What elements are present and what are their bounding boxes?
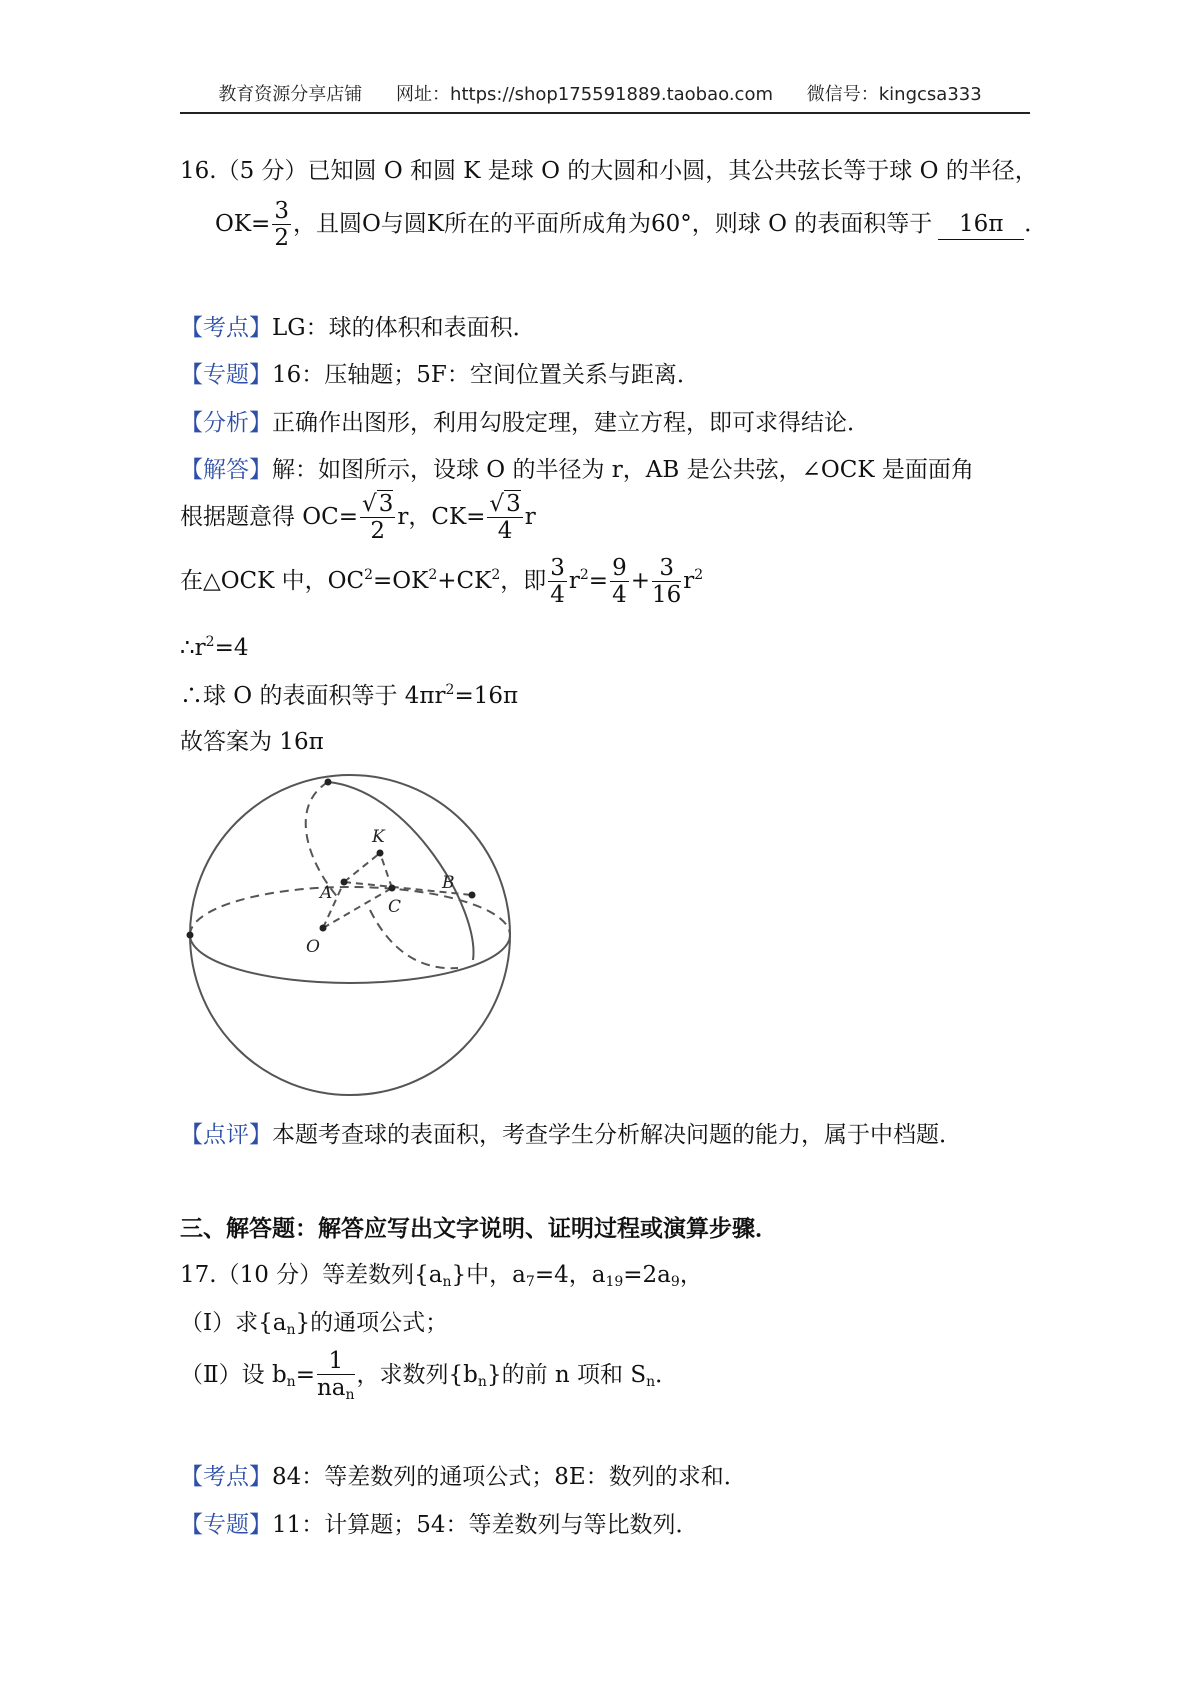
stem-end: ． [1024, 211, 1048, 237]
r-1: r [568, 568, 580, 594]
t2-a: ∴球 O 的表面积等于 4πr [180, 683, 446, 709]
q17-sub-7: 7 [525, 1274, 535, 1290]
line-ak [344, 853, 380, 882]
q17-sub-19: 19 [605, 1274, 624, 1290]
oc-prefix: 根据题意得 OC= [180, 504, 359, 530]
oc-den: 2 [370, 518, 386, 544]
point-a [341, 879, 348, 886]
q16-stem-line1: 16.（5 分）已知圆 O 和圆 K 是球 O 的大圆和小圆，其公共弦长等于球 O 的半径， [180, 158, 1038, 184]
oc-sqrt: 3 [378, 491, 394, 517]
answer-blank: 16π [938, 211, 1024, 240]
frac-3 [652, 557, 681, 607]
f1-den: 4 [550, 582, 565, 608]
q17-stem-d: =2a [623, 1262, 671, 1288]
oc-r: r [397, 504, 409, 530]
dianping-text: 本题考查球的表面积，考查学生分析解决问题的能力，属于中档题． [272, 1122, 962, 1148]
q17-zhuanti-tag: 【专题】 [180, 1512, 272, 1538]
line-oc [323, 888, 392, 928]
ok-prefix: OK= [215, 211, 271, 237]
kaodian-tag: 【考点】 [180, 315, 272, 341]
q17-part1-b: }的通项公式； [295, 1310, 449, 1336]
t2-b: =16π [454, 683, 519, 709]
q16-solution-line2 [180, 493, 536, 543]
q17-part2-sub1: n [286, 1374, 296, 1390]
q17-frac-den-text: na [316, 1375, 346, 1401]
fenxi-tag: 【分析】 [180, 410, 272, 436]
frac-1 [548, 557, 567, 607]
r-2: r [683, 568, 695, 594]
frac-2 [610, 557, 629, 607]
header-rule [180, 112, 1030, 114]
label-c: C [388, 897, 402, 917]
point-o [320, 925, 327, 932]
oc-fraction [360, 493, 395, 543]
ck-prefix: ，CK= [408, 504, 486, 530]
q16-solution-line3 [180, 557, 703, 607]
kaodian-text: LG：球的体积和表面积． [272, 315, 536, 341]
zhuanti-text: 16：压轴题；5F：空间位置关系与距离． [272, 362, 700, 388]
page-header [0, 86, 1200, 104]
line3-b: =OK [373, 568, 429, 594]
dianping-tag: 【点评】 [180, 1122, 272, 1148]
q16-zhuanti [180, 364, 700, 387]
t1-a: ∴r [180, 635, 206, 661]
q17-stem-c: =4，a [534, 1262, 606, 1288]
q17-kaodian-tag: 【考点】 [180, 1464, 272, 1490]
plus-sign: + [630, 568, 650, 594]
line3-a: 在△OCK 中，OC [180, 568, 365, 594]
q17-part1-sub: n [286, 1322, 296, 1338]
t2-sq: 2 [445, 682, 455, 698]
q16-fenxi [180, 412, 870, 435]
t1-sq: 2 [205, 634, 215, 650]
jieda-text: 解：如图所示，设球 O 的半径为 r，AB 是公共弦，∠OCK 是面面角 [272, 457, 974, 483]
sq-2: 2 [428, 567, 438, 583]
line3-d: ，即 [500, 568, 547, 594]
q17-part2-d: }的前 n 项和 S [486, 1362, 647, 1388]
label-k: K [372, 827, 385, 847]
q17-part2-a: （Ⅱ）设 b [180, 1362, 287, 1388]
q17-part2-sub3: n [646, 1374, 656, 1390]
shop-name: 教育资源分享店铺 [218, 84, 363, 105]
section3-title: 三、解答题：解答应写出文字说明、证明过程或演算步骤． [180, 1215, 778, 1242]
ck-fraction [487, 493, 522, 543]
ok-den: 2 [274, 225, 289, 251]
stem2-text: ，且圆O与圆K所在的平面所成角为60°，则球 O 的表面积等于 [292, 211, 933, 237]
q17-kaodian-text: 84：等差数列的通项公式；8E：数列的求和． [272, 1464, 747, 1490]
label-a: A [320, 883, 333, 903]
point-k [377, 850, 384, 857]
small-circle-solid [328, 782, 473, 960]
ck-r: r [524, 504, 536, 530]
sq-5: 2 [694, 567, 704, 583]
label-o: O [306, 937, 320, 957]
q17-part2 [180, 1350, 678, 1402]
f2-num: 9 [612, 555, 627, 581]
ck-sqrt: 3 [506, 491, 521, 517]
ok-num: 3 [274, 198, 289, 224]
q16-dianping [180, 1124, 962, 1147]
f2-den: 4 [612, 582, 627, 608]
q17-sub-9: 9 [670, 1274, 680, 1290]
fenxi-text: 正确作出图形，利用勾股定理，建立方程，即可求得结论． [272, 410, 870, 436]
q16-therefore-1 [180, 635, 248, 660]
q16-stem-line2 [215, 200, 1047, 250]
q17-stem-e: ， [679, 1262, 703, 1288]
shop-url: 网址：https://shop175591889.taobao.com [396, 84, 774, 105]
q17-part1 [180, 1312, 448, 1337]
ck-den: 4 [497, 518, 513, 544]
q17-stem-b: }中，a [451, 1262, 526, 1288]
q17-frac-den-sub: n [345, 1387, 355, 1403]
q16-jieda [180, 459, 974, 482]
ck-num: √3 [489, 491, 521, 517]
small-circle-guide [234, 770, 520, 1056]
line3-c: +CK [437, 568, 492, 594]
great-circle-back [190, 887, 510, 935]
great-circle-front [190, 935, 510, 983]
sq-3: 2 [491, 567, 501, 583]
q17-part2-sub2: n [477, 1374, 487, 1390]
top-point [325, 779, 332, 786]
sphere-figure [180, 770, 520, 1100]
zhuanti-tag: 【专题】 [180, 362, 272, 388]
f3-den: 16 [652, 582, 682, 608]
jieda-tag: 【解答】 [180, 457, 272, 483]
q17-kaodian [180, 1466, 747, 1489]
f3-num: 3 [652, 557, 681, 582]
q17-part2-b: = [295, 1362, 315, 1388]
label-b: B [442, 873, 455, 893]
sq-4: 2 [579, 567, 589, 583]
t1-b: =4 [214, 635, 249, 661]
point-c [389, 885, 396, 892]
f1-num: 3 [550, 555, 565, 581]
q16-kaodian [180, 317, 536, 340]
q16-therefore-2 [180, 683, 518, 708]
q17-part2-c: ，求数列{b [356, 1362, 478, 1388]
small-circle-dashed-lower [370, 910, 458, 968]
wechat-id: 微信号：kingcsa333 [806, 84, 982, 105]
oc-num: √3 [362, 491, 394, 517]
q17-zhuanti-text: 11：计算题；54：等差数列与等比数列． [272, 1512, 699, 1538]
q17-stem-a: 17.（10 分）等差数列{a [180, 1262, 443, 1288]
q17-sub-n: n [442, 1274, 452, 1290]
eq-sign: = [588, 568, 609, 594]
q17-part1-a: （Ⅰ）求{a [180, 1310, 287, 1336]
left-point [187, 932, 194, 939]
sphere-outline [190, 775, 510, 1095]
ok-fraction [272, 200, 291, 250]
q17-stem [180, 1264, 703, 1289]
q16-conclusion: 故答案为 16π [180, 729, 324, 755]
line-ck [380, 853, 392, 888]
point-b [469, 892, 476, 899]
q17-zhuanti [180, 1514, 699, 1537]
q17-fraction [317, 1350, 355, 1402]
sq-1: 2 [364, 567, 374, 583]
q17-frac-den [317, 1375, 355, 1402]
q17-frac-num: 1 [317, 1350, 355, 1375]
q17-part2-e: ． [655, 1362, 679, 1388]
